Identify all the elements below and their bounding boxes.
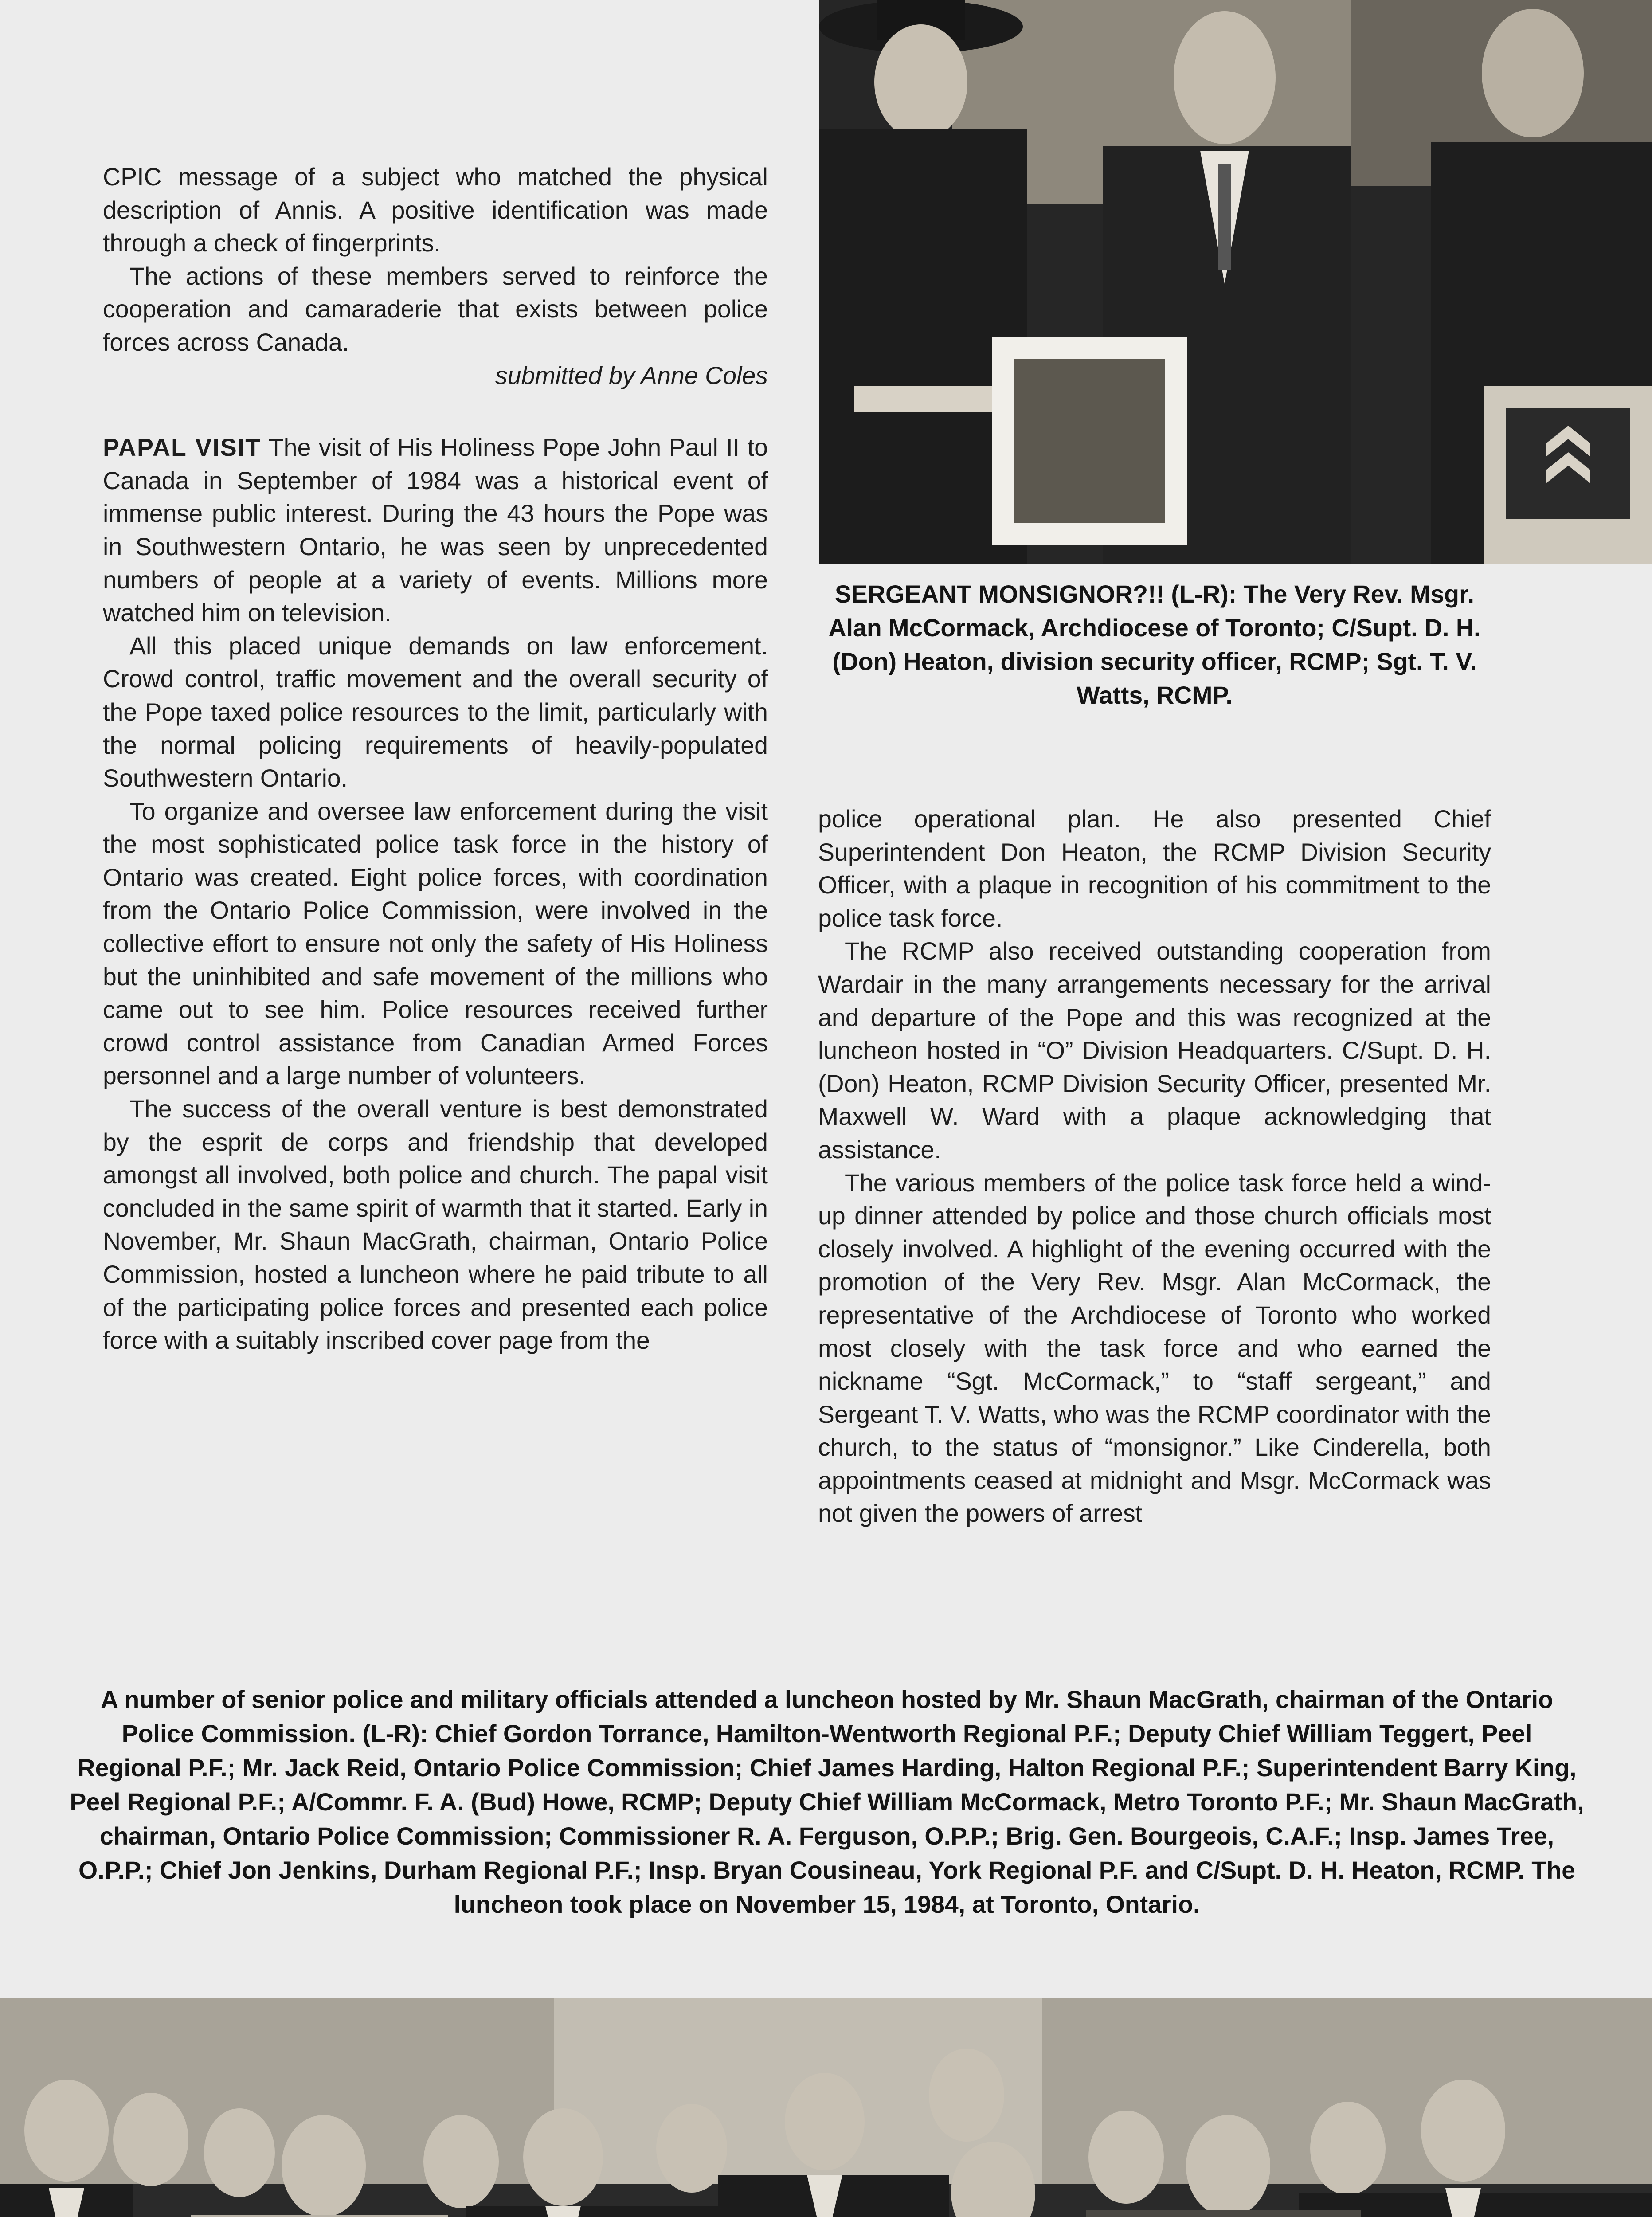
paragraph-cooperation: The actions of these members served to reinforce the cooperation and camaraderie that exists between police forces across Canada.	[103, 262, 768, 356]
sergeant-monsignor-photo	[819, 0, 1652, 564]
paragraph-cpic: CPIC message of a subject who matched the physical description of Annis. A positive identification was made through a check of fingerprints.	[103, 163, 768, 257]
photo-caption-top: SERGEANT MONSIGNOR?!! (L-R): The Very Rev. Msgr. Alan McCormack, Archdiocese of Toronto; C/Supt. D. H. (Don) Heaton, division security officer, RCMP; Sgt. T. V. Watts, RCMP.	[828, 580, 1481, 709]
paragraph-demands: All this placed unique demands on law enforcement. Crowd control, traffic movement and the overall security of the Pope taxed police resources to the limit, particularly with the normal policing requirements of heavily-populated Southwestern Ontario.	[103, 632, 768, 792]
luncheon-group-photo	[0, 1998, 1652, 2217]
photo-bottom-drawing	[0, 1998, 1652, 2217]
photo-caption-bottom: A number of senior police and military officials attended a luncheon hosted by Mr. Shaun MacGrath, chairman of the Ontario Police Commission. (L-R): Chief Gordon Torrance, Hamilton-Wentworth Regional P.F.; Deputy Chief William Teggert, Peel Regional P.F.; Mr. Jack Reid, Ontario Police Commission; Chief James Harding, Halton Regional P.F.; Superintendent Barry King, Peel Regional P.F.; A/Commr. F. A. (Bud) Howe, RCMP; Deputy Chief William McCormack, Metro Toronto P.F.; Mr. Shaun MacGrath, chairman, Ontario Police Commission; Commissioner R. A. Ferguson, O.P.P.; Brig. Gen. Bourgeois, C.A.F.; Insp. James Tree, O.P.P.; Chief Jon Jenkins, Durham Regional P.F.; Insp. Bryan Cousineau, York Regional P.F. and C/Supt. D. H. Heaton, RCMP. The luncheon took place on November 15, 1984, at Toronto, Ontario.	[70, 1686, 1584, 1918]
article-signature: submitted by Anne Coles	[495, 361, 768, 389]
paragraph-task-force: To organize and oversee law enforcement during the visit the most sophisticated police task force in the history of Ontario was created. Eight police forces, with coordination from the Ontario Police Commission, were involved in the collective effort to ensure not only the safety of His Holiness but the uninhibited and safe movement of the millions who came out to see him. Police resources received further crowd control assistance from Canadian Armed Forces personnel and a large number of volunteers.	[103, 797, 768, 1090]
paragraph-wardair: The RCMP also received outstanding cooperation from Wardair in the many arrangements necessary for the arrival and departure of the Pope and this was recognized at the luncheon hosted in “O” Division Headquarters. C/Supt. D. H. (Don) Heaton, RCMP Division Security Officer, presented Mr. Maxwell W. Ward with a plaque acknowledging that assistance.	[818, 937, 1491, 1163]
paragraph-wind-up-dinner: The various members of the police task force held a wind-up dinner attended by police and those church officials most closely involved. A highlight of the evening occurred with the promotion of the Very Rev. Msgr. Alan McCormack, the representative of the Archdiocese of Toronto who worked most closely with the task force and who earned the nickname “Sgt. McCormack,” to “staff sergeant,” and Sergeant T. V. Watts, who was the RCMP coordinator with the church, to the status of “monsignor.” Like Cinderella, both appointments ceased at midnight and Msgr. McCormack was not given the powers of arrest	[818, 1169, 1491, 1528]
paragraph-success: The success of the overall venture is best demonstrated by the esprit de corps and friendship that developed amongst all involved, both police and church. The papal visit concluded in the same spirit of warmth that it started. Early in November, Mr. Shaun MacGrath, chairman, Ontario Police Commission, hosted a luncheon where he paid tribute to all of the participating police forces and presented each police force with a suitably inscribed cover page from the	[103, 1095, 768, 1355]
right-text-column	[818, 803, 1491, 1530]
photo-top-drawing	[819, 0, 1652, 564]
paragraph-papal-visit	[103, 431, 768, 630]
section-heading: PAPAL VISIT	[103, 434, 262, 462]
papal-visit-intro: The visit of His Holiness Pope John Paul II to Canada in September of 1984 was a historical event of immense public interest. During the 43 hours the Pope was in Southwestern Ontario, he was seen by unprecedented numbers of people at a variety of events. Millions more watched him on television.	[103, 434, 768, 627]
paragraph-operational-plan: police operational plan. He also presented Chief Superintendent Don Heaton, the RCMP Division Security Officer, with a plaque in recognition of his commitment to the police task force.	[818, 805, 1491, 932]
left-text-column	[103, 161, 768, 1357]
